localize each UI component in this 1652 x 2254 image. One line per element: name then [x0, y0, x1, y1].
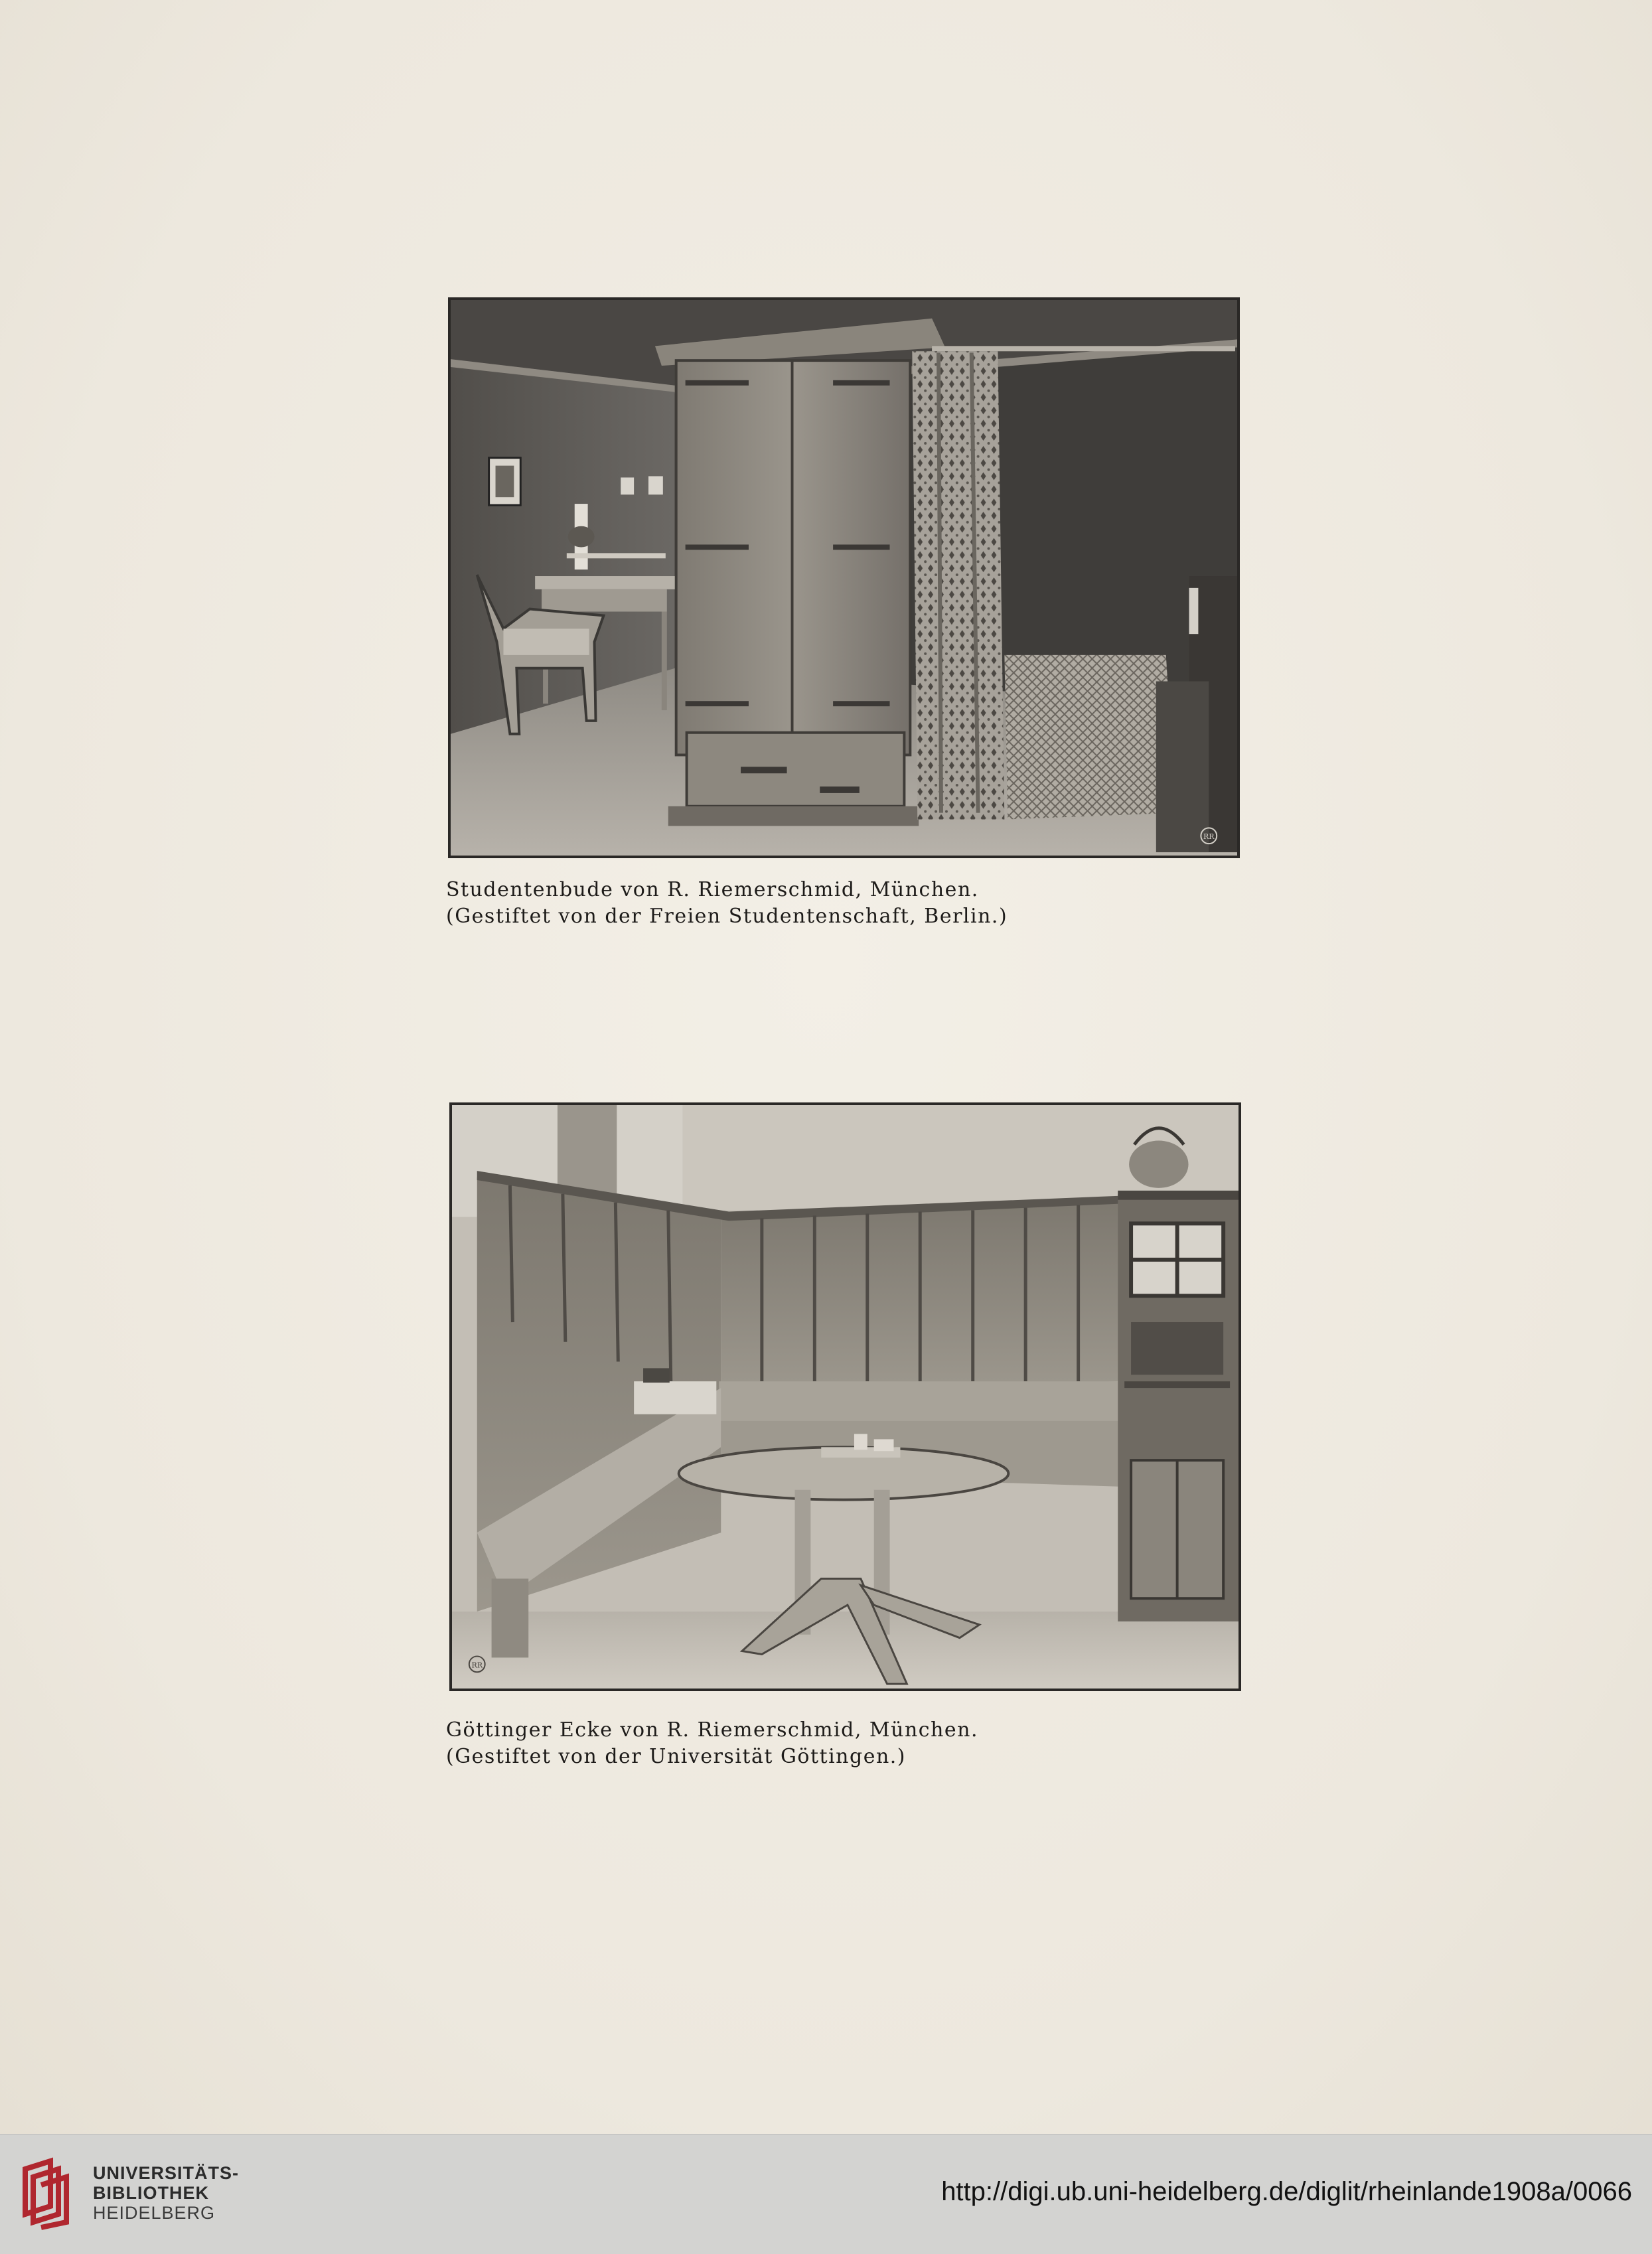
- svg-text:RR: RR: [471, 1661, 483, 1670]
- library-logo-icon[interactable]: [19, 2156, 80, 2230]
- caption-photo-2: [446, 1717, 978, 1770]
- library-logo-text: [93, 2163, 239, 2223]
- caption-photo-2-line-1: Göttinger Ecke von R. Riemerschmid, München.: [446, 1718, 978, 1742]
- logo-line-1: UNIVERSITÄTS-: [93, 2163, 240, 2183]
- photo-goettingen-corner: [449, 1102, 1241, 1691]
- logo-line-3: HEIDELBERG: [93, 2203, 216, 2223]
- svg-text:RR: RR: [1203, 832, 1215, 842]
- logo-line-2: BIBLIOTHEK: [93, 2183, 209, 2203]
- photo-student-room: [448, 297, 1240, 858]
- caption-photo-1: [446, 877, 1008, 930]
- footer-bar: [0, 2134, 1652, 2254]
- permalink-url[interactable]: http://digi.ub.uni-heidelberg.de/diglit/rheinlande1908a/0066: [941, 2177, 1632, 2206]
- caption-photo-2-line-2: (Gestiftet von der Universität Göttingen.): [446, 1745, 907, 1768]
- caption-photo-1-line-1: Studentenbude von R. Riemerschmid, München.: [446, 878, 979, 901]
- caption-photo-1-line-2: (Gestiftet von der Freien Studentenschaft, Berlin.): [446, 905, 1008, 928]
